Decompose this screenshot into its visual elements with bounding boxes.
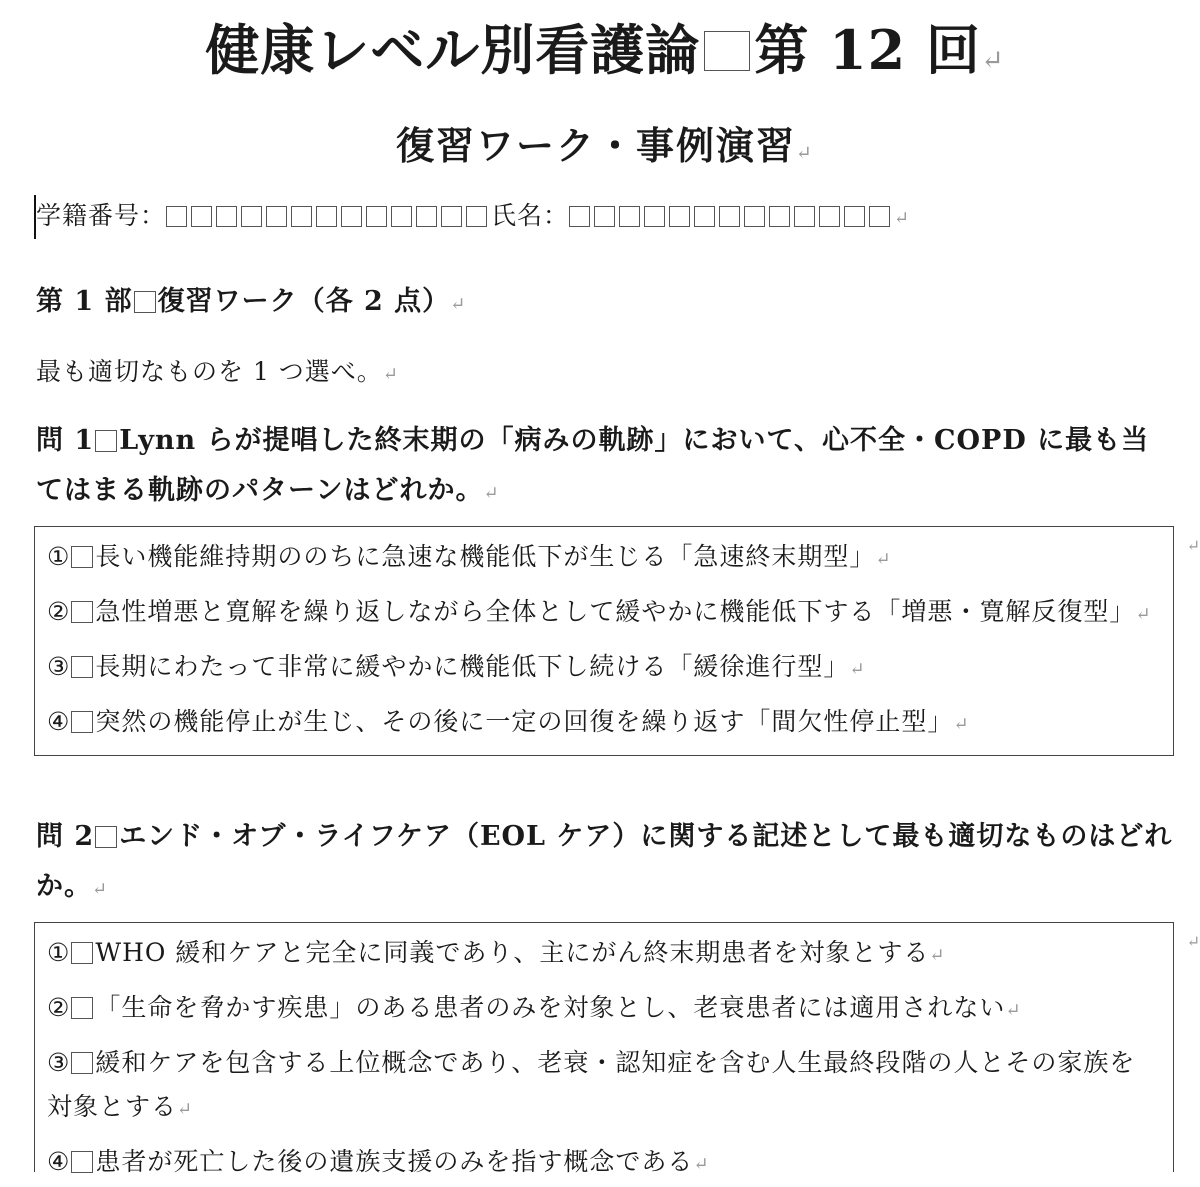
option-text: 長期にわたって非常に緩やかに機能低下し続ける「緩徐進行型」 <box>95 652 850 681</box>
id-line[interactable] <box>36 196 910 236</box>
name-label: 氏名： <box>491 201 570 230</box>
instruction-text <box>36 352 399 395</box>
option-1-1[interactable] <box>47 535 1159 582</box>
student-number-boxes[interactable] <box>166 201 491 230</box>
input-box[interactable] <box>416 206 437 227</box>
section-title: 復習ワーク（各 2 点） <box>157 286 451 317</box>
option-text: 「生命を脅かす疾患」のある患者のみを対象とし、老衰患者には適用されない <box>95 993 1006 1022</box>
input-box[interactable] <box>669 206 690 227</box>
options-box-1 <box>34 526 1174 756</box>
input-box[interactable] <box>769 206 790 227</box>
option-text: 緩和ケアを包含する上位概念であり、老衰・認知症を含む人生最終段階の人とその家族を対象とする <box>47 1048 1136 1121</box>
input-box[interactable] <box>869 206 890 227</box>
option-1-3[interactable] <box>47 645 1159 692</box>
paragraph-mark: ↵ <box>450 294 467 315</box>
input-box[interactable] <box>191 206 212 227</box>
input-box[interactable] <box>241 206 262 227</box>
input-box[interactable] <box>391 206 412 227</box>
option-number: ④ <box>47 1147 71 1176</box>
paragraph-mark: ↵ <box>849 659 866 680</box>
title-text: 健康レベル別看護論 <box>205 18 701 82</box>
paragraph-mark: ↵ <box>382 364 399 385</box>
document-subtitle <box>0 116 1200 183</box>
paragraph-mark: ↵ <box>929 945 946 966</box>
input-box[interactable] <box>819 206 840 227</box>
paragraph-mark: ↵ <box>796 142 814 164</box>
box-glyph <box>95 430 117 452</box>
option-number: ③ <box>47 1048 71 1077</box>
option-2-1[interactable] <box>47 931 1159 978</box>
input-box[interactable] <box>644 206 665 227</box>
paragraph-mark: ↵ <box>894 208 911 229</box>
option-text: WHO 緩和ケアと完全に同義であり、主にがん終末期患者を対象とする <box>95 938 930 967</box>
input-box[interactable] <box>166 206 187 227</box>
table-row-mark: ↵ <box>1186 932 1200 951</box>
title-box-glyph <box>704 31 750 71</box>
input-box[interactable] <box>266 206 287 227</box>
question-label: 問 2 <box>36 821 95 852</box>
input-box[interactable] <box>594 206 615 227</box>
option-2-3[interactable] <box>47 1041 1159 1132</box>
question-text: エンド・オブ・ライフケア（EOL ケア）に関する記述として最も適切なものはどれか。 <box>36 821 1173 902</box>
option-text: 急性増悪と寛解を繰り返しながら全体として緩やかに機能低下する「増悪・寛解反復型」 <box>95 597 1136 626</box>
question-text: Lynn らが提唱した終末期の「病みの軌跡」において、心不全・COPD に最も当てはまる軌跡のパターンはどれか。 <box>36 425 1150 506</box>
input-box[interactable] <box>466 206 487 227</box>
options-box-2 <box>34 922 1174 1176</box>
input-box[interactable] <box>341 206 362 227</box>
name-boxes[interactable] <box>569 201 894 230</box>
input-box[interactable] <box>569 206 590 227</box>
input-box[interactable] <box>441 206 462 227</box>
box-glyph <box>95 826 117 848</box>
subtitle-text: 復習ワーク・事例演習 <box>396 123 797 168</box>
box-glyph <box>71 546 93 568</box>
option-number: ② <box>47 993 71 1022</box>
input-box[interactable] <box>694 206 715 227</box>
input-box[interactable] <box>744 206 765 227</box>
paragraph-mark: ↵ <box>953 714 970 735</box>
question-1 <box>36 416 1176 519</box>
option-2-2[interactable] <box>47 986 1159 1033</box>
option-text: 突然の機能停止が生じ、その後に一定の回復を繰り返す「間欠性停止型」 <box>95 707 954 736</box>
question-2 <box>36 812 1176 915</box>
table-row-mark: ↵ <box>1186 536 1200 555</box>
option-number: ① <box>47 938 71 967</box>
input-box[interactable] <box>719 206 740 227</box>
box-glyph <box>71 656 93 678</box>
option-number: ② <box>47 597 71 626</box>
input-box[interactable] <box>844 206 865 227</box>
box-glyph <box>71 711 93 733</box>
paragraph-mark: ↵ <box>875 549 892 570</box>
option-text: 患者が死亡した後の遺族支援のみを指す概念である <box>95 1147 694 1176</box>
section-number: 第 1 部 <box>36 286 133 317</box>
paragraph-mark: ↵ <box>1135 604 1152 625</box>
student-number-label: 学籍番号： <box>36 201 167 230</box>
box-glyph <box>71 942 93 964</box>
option-text: 長い機能維持期ののちに急速な機能低下が生じる「急速終末期型」 <box>95 542 876 571</box>
input-box[interactable] <box>794 206 815 227</box>
document-title <box>0 14 1200 97</box>
option-2-4[interactable] <box>47 1140 1159 1187</box>
option-number: ④ <box>47 707 71 736</box>
option-1-4[interactable] <box>47 700 1159 747</box>
box-glyph <box>71 601 93 623</box>
paragraph-mark: ↵ <box>92 879 109 900</box>
section-heading <box>36 280 466 327</box>
option-1-2[interactable] <box>47 590 1159 637</box>
box-glyph <box>134 291 156 313</box>
option-number: ③ <box>47 652 71 681</box>
paragraph-mark: ↵ <box>177 1099 194 1120</box>
instruction: 最も適切なものを 1 つ選べ。 <box>36 357 383 386</box>
box-glyph <box>71 1052 93 1074</box>
paragraph-mark: ↵ <box>981 45 1005 76</box>
option-number: ① <box>47 542 71 571</box>
input-box[interactable] <box>366 206 387 227</box>
paragraph-mark: ↵ <box>483 483 500 504</box>
input-box[interactable] <box>316 206 337 227</box>
question-label: 問 1 <box>36 425 95 456</box>
input-box[interactable] <box>216 206 237 227</box>
paragraph-mark: ↵ <box>1005 1000 1022 1021</box>
box-glyph <box>71 997 93 1019</box>
paragraph-mark: ↵ <box>693 1154 710 1175</box>
box-glyph <box>71 1151 93 1173</box>
input-box[interactable] <box>619 206 640 227</box>
input-box[interactable] <box>291 206 312 227</box>
title-session: 第 12 回 <box>754 18 982 82</box>
